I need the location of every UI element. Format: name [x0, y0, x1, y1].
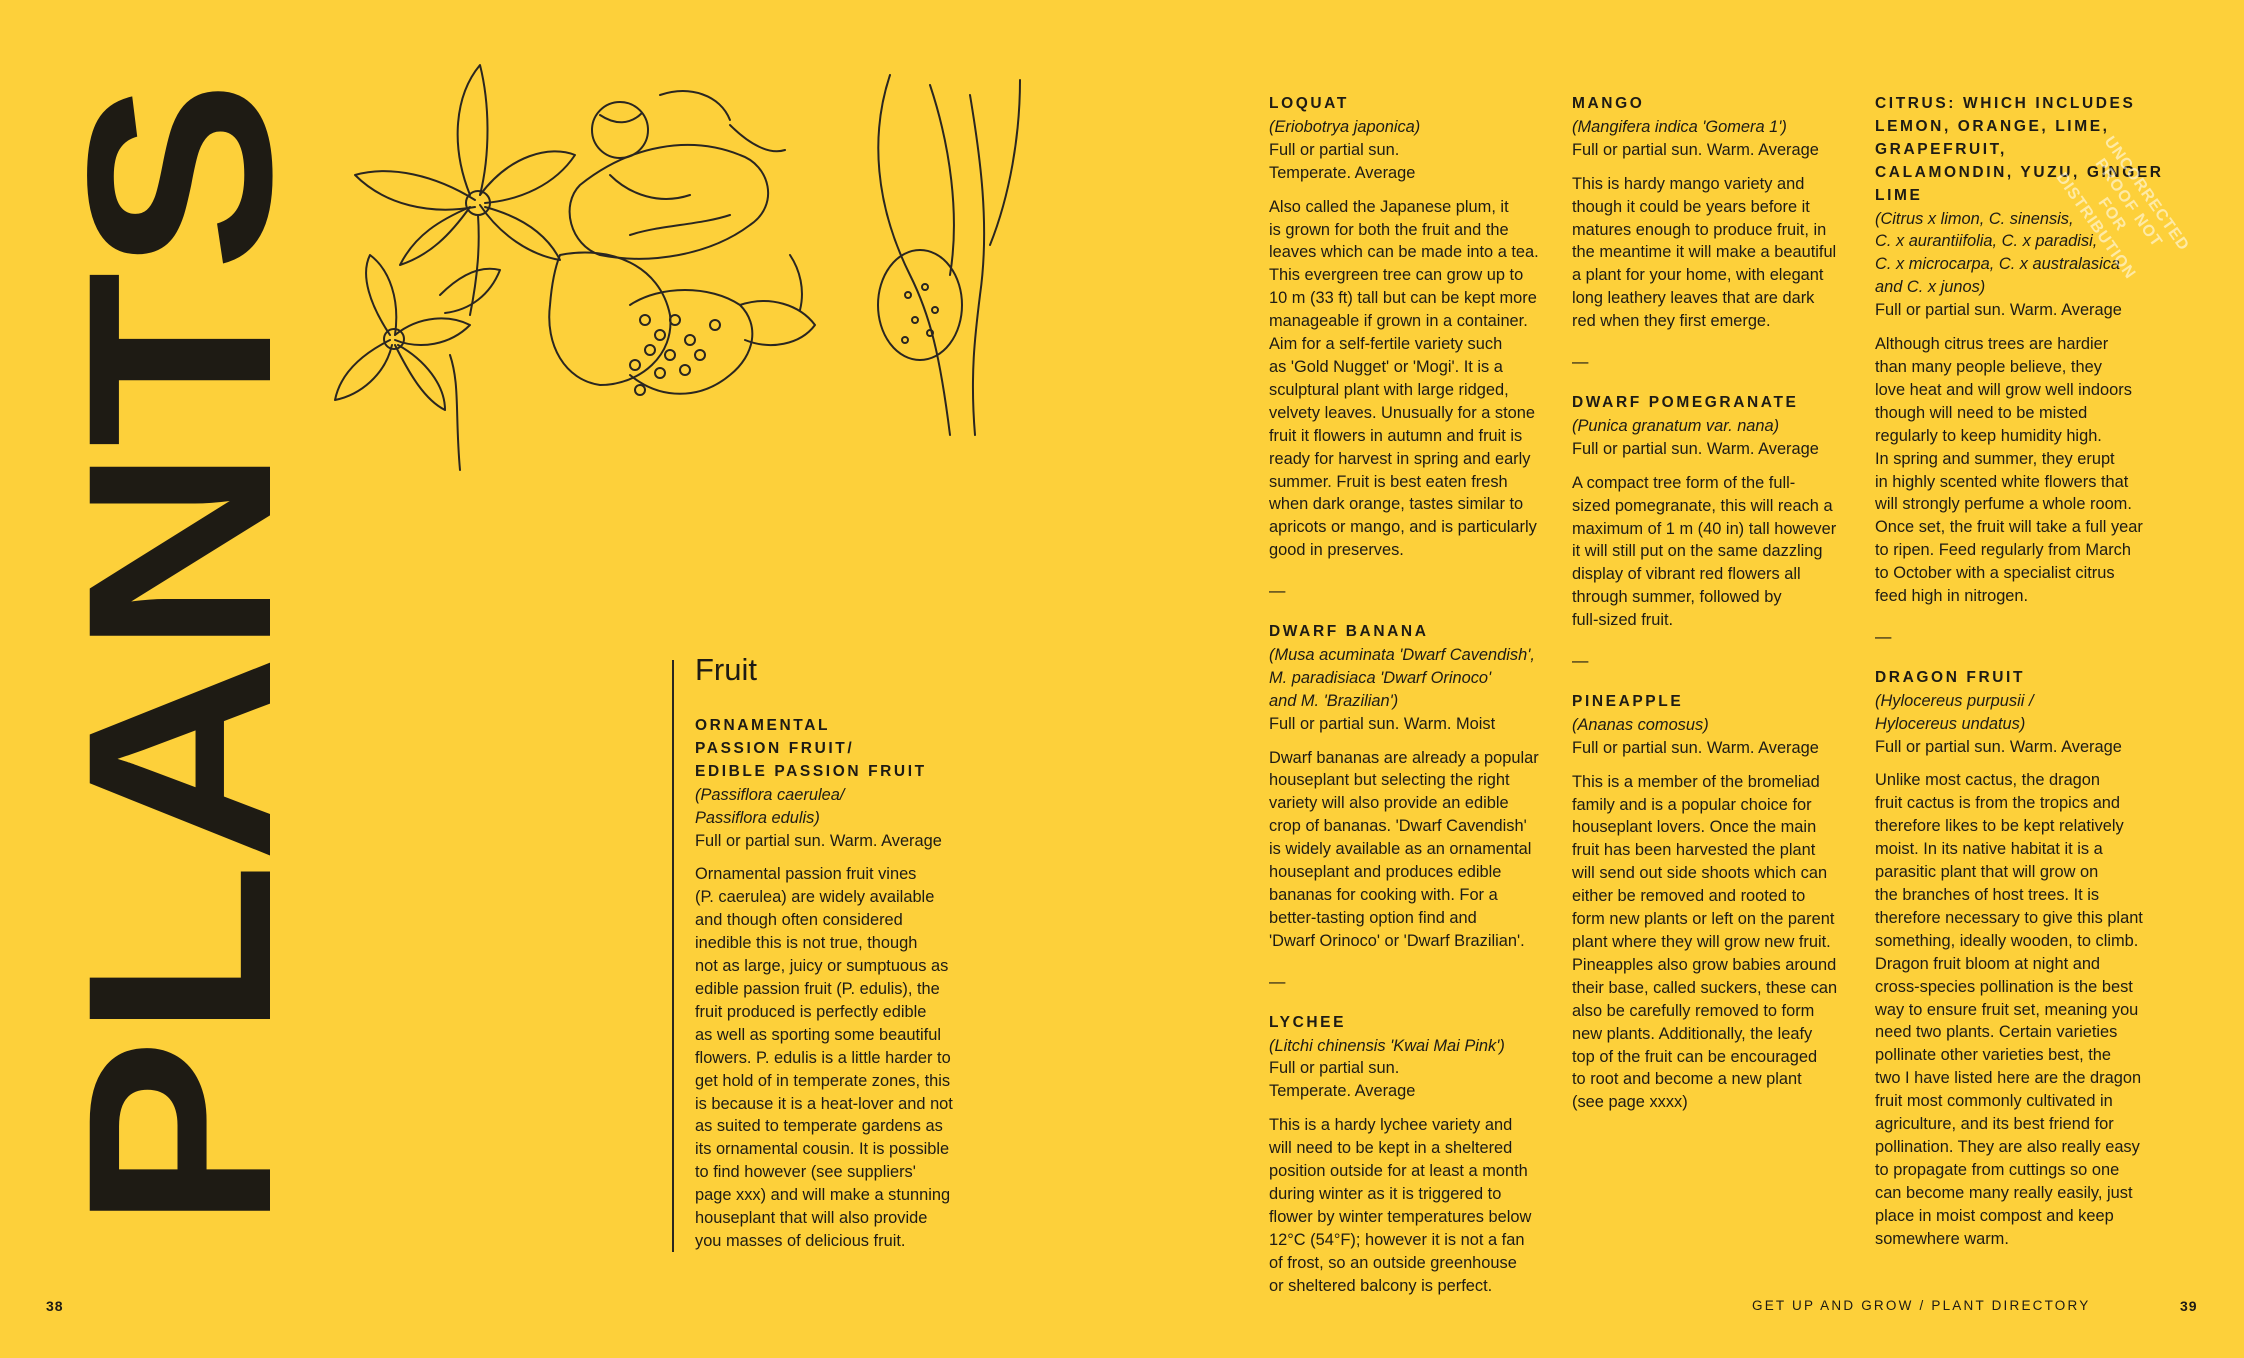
latin-name-line: Passiflora edulis) [695, 808, 820, 827]
body-text-line: crop of bananas. 'Dwarf Cavendish' [1269, 817, 1527, 836]
body-text-line: matures enough to produce fruit, in [1572, 220, 1827, 239]
body-text-line: new plants. Additionally, the leafy [1572, 1024, 1813, 1043]
latin-name-line: (Ananas comosus) [1572, 715, 1709, 734]
entry-title-line: ORNAMENTAL [695, 717, 831, 734]
latin-name-line: C. x microcarpa, C. x australasica [1875, 255, 2121, 274]
body-text-line: something, ideally wooden, to climb. [1875, 931, 2139, 950]
body-text-line: will strongly perfume a whole room. [1875, 495, 2132, 514]
body-text-line: cross-species pollination is the best [1875, 977, 2133, 996]
vertical-plants-title [33, 80, 326, 1230]
latin-name-line: (Hylocereus purpusii / [1875, 691, 2034, 710]
body-text-line: sculptural plant with large ridged, [1269, 380, 1509, 399]
body-text-line: as suited to temperate gardens as [695, 1117, 943, 1136]
body-text-line: will send out side shoots which can [1572, 864, 1828, 883]
body-text-line: therefore likes to be kept relatively [1875, 817, 2124, 836]
body-text-line: (see page xxxx) [1572, 1093, 1688, 1112]
illustration-svg [330, 55, 1060, 485]
latin-name-line: (Eriobotrya japonica) [1269, 117, 1421, 136]
entry-title-line: CITRUS: WHICH INCLUDES [1875, 95, 2136, 112]
body-text-line: houseplant but selecting the right [1269, 771, 1510, 790]
body-text-line: This evergreen tree can grow up to [1269, 266, 1524, 285]
body-text-line: page xxx) and will make a stunning [695, 1186, 951, 1205]
body-text-line: sized pomegranate, this will reach a [1572, 496, 1833, 515]
directory-column-1 [1269, 93, 1559, 1298]
body-text-line: houseplant and produces edible [1269, 863, 1502, 882]
body-text-line: Dragon fruit bloom at night and [1875, 954, 2101, 973]
body-text-line: fruit produced is perfectly edible [695, 1002, 927, 1021]
body-text-line: parasitic plant that will grow on [1875, 863, 2099, 882]
latin-name-line: (Mangifera indica 'Gomera 1') [1572, 117, 1787, 136]
body-text-line: A compact tree form of the full- [1572, 473, 1796, 492]
entry-separator-dash: — [1269, 972, 1286, 991]
body-text-line: 'Dwarf Orinoco' or 'Dwarf Brazilian'. [1269, 931, 1525, 950]
latin-name-line: (Musa acuminata 'Dwarf Cavendish', [1269, 645, 1535, 664]
body-text-line: Although citrus trees are hardier [1875, 335, 2109, 354]
body-text-line: flower by winter temperatures below [1269, 1207, 1532, 1226]
body-text-line: velvety leaves. Unusually for a stone [1269, 403, 1536, 422]
latin-name-line: and C. x junos) [1875, 278, 1986, 297]
body-text-line: to root and become a new plant [1572, 1070, 1802, 1089]
latin-name-line: (Punica granatum var. nana) [1572, 416, 1780, 435]
body-text-line: Unlike most cactus, the dragon [1875, 771, 2101, 790]
proof-watermark: UNCORRECTED PROOF NOT FOR DISTRIBUTION [2052, 133, 2193, 283]
growing-conditions-line: Temperate. Average [1269, 163, 1416, 182]
body-text-line: In spring and summer, they erupt [1875, 449, 2115, 468]
body-text-line: will need to be kept in a sheltered [1269, 1139, 1513, 1158]
entry-title-line: MANGO [1572, 95, 1645, 112]
body-text-line: through summer, followed by [1572, 588, 1782, 607]
growing-conditions-line: Full or partial sun. [1269, 1059, 1400, 1078]
body-text-line: way to ensure fruit set, meaning you [1875, 1000, 2139, 1019]
vertical-title-svg [33, 80, 326, 1230]
latin-name-line: (Litchi chinensis 'Kwai Mai Pink') [1269, 1036, 1505, 1055]
entry-title-line: CALAMONDIN, YUZU, GINGER LIME [1875, 163, 2164, 204]
body-text-line: Dwarf bananas are already a popular [1269, 748, 1539, 767]
entry-separator-dash: — [1572, 652, 1589, 671]
body-text-line: display of vibrant red flowers all [1572, 565, 1801, 584]
dragon-fruit-drawing [878, 75, 1020, 435]
body-text-line: to find however (see suppliers' [695, 1163, 916, 1182]
body-text-line: therefore necessary to give this plant [1875, 908, 2143, 927]
body-text-line: moist. In its native habitat it is a [1875, 840, 2103, 859]
ginger-root-drawing [570, 91, 785, 259]
body-text-line: regularly to keep humidity high. [1875, 426, 2102, 445]
body-text-line: during winter as it is triggered to [1269, 1184, 1502, 1203]
entry-title-line: PINEAPPLE [1572, 692, 1684, 710]
body-text-line: is grown for both the fruit and the [1269, 220, 1509, 239]
body-text-line: pollination. They are also really easy [1875, 1137, 2140, 1156]
body-text-line: family and is a popular choice for [1572, 795, 1812, 814]
entry-title-line: LOQUAT [1269, 95, 1349, 112]
body-text-line: a plant for your home, with elegant [1572, 266, 1824, 285]
growing-conditions-line: Full or partial sun. Warm. Average [695, 831, 942, 850]
body-text-line: to ripen. Feed regularly from March [1875, 541, 2131, 560]
body-text-line: 10 m (33 ft) tall but can be kept more [1269, 289, 1537, 308]
body-text-line: pollinate other varieties best, the [1875, 1046, 2111, 1065]
body-text-line: houseplant that will also provide [695, 1209, 928, 1228]
section-title: Fruit [695, 652, 757, 687]
latin-name-line: (Passiflora caerulea/ [695, 785, 845, 804]
entry-separator-dash: — [1269, 582, 1286, 601]
body-text-line: somewhere warm. [1875, 1229, 2009, 1248]
body-text-line: better-tasting option find and [1269, 908, 1477, 927]
body-text-line: top of the fruit can be encouraged [1572, 1047, 1818, 1066]
body-text-line: though will need to be misted [1875, 403, 2088, 422]
body-text-line: red when they first emerge. [1572, 312, 1771, 331]
body-text-line: summer. Fruit is best eaten fresh [1269, 472, 1508, 491]
body-text-line: love heat and will grow well indoors [1875, 380, 2132, 399]
page-number-right: 39 [2180, 1298, 2198, 1314]
body-text-line: (P. caerulea) are widely available [695, 888, 935, 907]
growing-conditions-line: Full or partial sun. [1269, 140, 1400, 159]
body-text-line: leaves which can be made into a tea. [1269, 243, 1539, 262]
body-text-line: their base, called suckers, these can [1572, 978, 1838, 997]
body-text-line: fruit has been harvested the plant [1572, 841, 1816, 860]
body-text-line: Also called the Japanese plum, it [1269, 197, 1509, 216]
body-text-line: inedible this is not true, though [695, 934, 918, 953]
body-text-line: though it could be years before it [1572, 197, 1810, 216]
body-text-line: get hold of in temperate zones, this [695, 1071, 951, 1090]
page-number-left: 38 [46, 1298, 64, 1314]
body-text-line: variety will also provide an edible [1269, 794, 1509, 813]
body-text-line: maximum of 1 m (40 in) tall however [1572, 519, 1837, 538]
latin-name-line: (Citrus x limon, C. sinensis, [1875, 209, 2074, 228]
body-text-line: position outside for at least a month [1269, 1162, 1528, 1181]
entry-title-line: DWARF POMEGRANATE [1572, 393, 1799, 411]
body-text-line: plant where they will grow new fruit. [1572, 933, 1831, 951]
body-text-line: full-sized fruit. [1572, 611, 1674, 630]
body-text-line: can become many really easily, just [1875, 1183, 2133, 1202]
body-text-line: two I have listed here are the dragon [1875, 1069, 2142, 1088]
entry-title-line: EDIBLE PASSION FRUIT [695, 762, 927, 780]
latin-name-line: Hylocereus undatus) [1875, 714, 2026, 733]
body-text-line: edible passion fruit (P. edulis), the [695, 979, 940, 998]
entry-separator-dash: — [1572, 353, 1589, 372]
latin-name-line: M. paradisiaca 'Dwarf Orinoco' [1269, 668, 1492, 687]
body-text-line: its ornamental cousin. It is possible [695, 1140, 950, 1159]
growing-conditions-line: Temperate. Average [1269, 1082, 1416, 1101]
body-text-line: you masses of delicious fruit. [695, 1231, 906, 1250]
body-text-line: good in preserves. [1269, 541, 1404, 560]
body-text-line: Ornamental passion fruit vines [695, 865, 917, 884]
body-text-line: the meantime it will make a beautiful [1572, 243, 1837, 262]
running-head: GET UP AND GROW / PLANT DIRECTORY [1752, 1298, 2091, 1313]
body-text-line: feed high in nitrogen. [1875, 587, 2029, 606]
body-text-line: it will still put on the same dazzling [1572, 542, 1823, 561]
growing-conditions-line: Full or partial sun. Warm. Average [1572, 439, 1819, 458]
growing-conditions-line: Full or partial sun. Warm. Average [1572, 140, 1819, 159]
body-text-line: agriculture, and its best friend for [1875, 1115, 2114, 1134]
latin-name-line: and M. 'Brazilian') [1269, 691, 1399, 710]
growing-conditions-line: Full or partial sun. Warm. Moist [1269, 714, 1496, 733]
fruit-flower-illustration [330, 55, 1060, 485]
body-text-line: as well as sporting some beautiful [695, 1025, 941, 1044]
vertical-title-text: PLANTS [33, 182, 326, 1230]
body-text-line: either be removed and rooted to [1572, 887, 1806, 906]
section-divider-rule [672, 660, 674, 1252]
body-text-line: to propagate from cuttings so one [1875, 1160, 2120, 1179]
pomegranate-seeds-drawing [549, 253, 815, 396]
body-text-line: than many people believe, they [1875, 357, 2102, 376]
body-text-line: This is a hardy lychee variety and [1269, 1116, 1513, 1135]
growing-conditions-line: Full or partial sun. Warm. Average [1572, 738, 1819, 757]
body-text-line: houseplant lovers. Once the main [1572, 818, 1817, 837]
body-text-line: bananas for cooking with. For a [1269, 886, 1498, 904]
body-text-line: 12°C (54°F); however it is not a fan [1269, 1230, 1525, 1249]
passion-fruit-entry [695, 715, 965, 1253]
body-text-line: long leathery leaves that are dark [1572, 289, 1815, 308]
entry-title-line: LEMON, ORANGE, LIME, GRAPEFRUIT, [1875, 117, 2110, 158]
body-text-line: need two plants. Certain varieties [1875, 1023, 2118, 1042]
body-text-line: as 'Gold Nugget' or 'Mogi'. It is a [1269, 357, 1503, 376]
body-text-line: fruit most commonly cultivated in [1875, 1092, 2113, 1111]
entry-separator-dash: — [1875, 627, 1892, 646]
body-text-line: the branches of host trees. It is [1875, 886, 2100, 904]
entry-title-line: LYCHEE [1269, 1013, 1347, 1031]
entry-title-line: DRAGON FRUIT [1875, 668, 2026, 686]
body-text-line: Pineapples also grow babies around [1572, 955, 1837, 974]
growing-conditions-line: Full or partial sun. Warm. Average [1875, 737, 2122, 756]
directory-column-2 [1572, 93, 1862, 1114]
body-text-line: or sheltered balcony is perfect. [1269, 1276, 1493, 1295]
body-text-line: ready for harvest in spring and early [1269, 449, 1531, 468]
body-text-line: in highly scented white flowers that [1875, 472, 2129, 491]
entry-title-line: PASSION FRUIT/ [695, 739, 855, 757]
body-text-line: Once set, the fruit will take a full year [1875, 518, 2143, 537]
body-text-line: apricots or mango, and is particularly [1269, 518, 1537, 537]
body-text-line: This is a member of the bromeliad [1572, 772, 1820, 791]
growing-conditions-line: Full or partial sun. Warm. Average [1875, 301, 2122, 320]
entry-title-line: DWARF BANANA [1269, 623, 1429, 641]
body-text-line: place in moist compost and keep [1875, 1206, 2114, 1225]
latin-name-line: C. x aurantiifolia, C. x paradisi, [1875, 232, 2098, 251]
body-text-line: also be carefully removed to form [1572, 1001, 1815, 1020]
body-text-line: fruit it flowers in autumn and fruit is [1269, 426, 1523, 445]
body-text-line: is widely available as an ornamental [1269, 840, 1532, 859]
body-text-line: manageable if grown in a container. [1269, 312, 1528, 331]
body-text-line: This is hardy mango variety and [1572, 174, 1805, 193]
body-text-line: is because it is a heat-lover and not [695, 1094, 953, 1113]
body-text-line: form new plants or left on the parent [1572, 910, 1835, 929]
body-text-line: Aim for a self-fertile variety such [1269, 335, 1503, 354]
body-text-line: when dark orange, tastes similar to [1269, 495, 1524, 514]
body-text-line: flowers. P. edulis is a little harder to [695, 1048, 951, 1067]
body-text-line: of frost, so an outside greenhouse [1269, 1253, 1517, 1272]
body-text-line: to October with a specialist citrus [1875, 564, 2115, 583]
body-text-line: and though often considered [695, 911, 903, 930]
body-text-line: fruit cactus is from the tropics and [1875, 794, 2121, 813]
body-text-line: not as large, juicy or sumptuous as [695, 957, 949, 976]
